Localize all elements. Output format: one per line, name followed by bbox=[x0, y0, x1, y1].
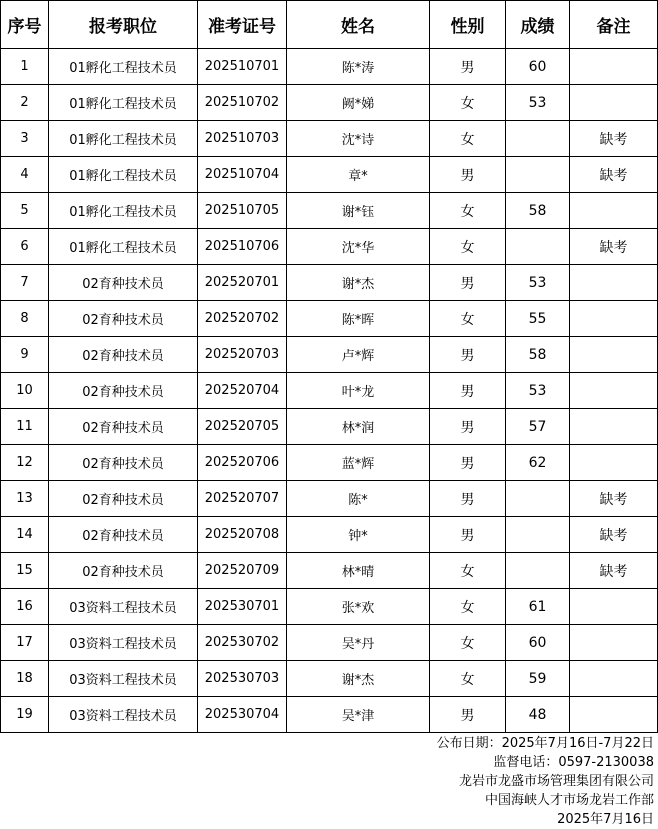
cell-gender: 女 bbox=[430, 625, 506, 661]
table-row bbox=[1, 625, 658, 661]
cell-position: 02育种技术员 bbox=[49, 265, 198, 301]
cell-position: 02育种技术员 bbox=[49, 553, 198, 589]
cell-exam-id: 202530704 bbox=[198, 697, 287, 733]
cell-remark: 缺考 bbox=[570, 157, 658, 193]
cell-no: 4 bbox=[1, 157, 49, 193]
cell-exam-id: 202510704 bbox=[198, 157, 287, 193]
header-exam-id: 准考证号 bbox=[198, 1, 287, 49]
header-score: 成绩 bbox=[506, 1, 570, 49]
cell-no: 11 bbox=[1, 409, 49, 445]
table-row bbox=[1, 265, 658, 301]
cell-position: 02育种技术员 bbox=[49, 517, 198, 553]
cell-name: 卢*辉 bbox=[287, 337, 430, 373]
cell-remark: 缺考 bbox=[570, 121, 658, 157]
cell-exam-id: 202520709 bbox=[198, 553, 287, 589]
cell-remark bbox=[570, 697, 658, 733]
cell-remark bbox=[570, 193, 658, 229]
table-body bbox=[1, 49, 658, 733]
cell-name: 沈*诗 bbox=[287, 121, 430, 157]
cell-remark bbox=[570, 337, 658, 373]
cell-exam-id: 202530703 bbox=[198, 661, 287, 697]
cell-name: 吴*津 bbox=[287, 697, 430, 733]
cell-gender: 女 bbox=[430, 661, 506, 697]
cell-position: 01孵化工程技术员 bbox=[49, 85, 198, 121]
cell-score: 61 bbox=[506, 589, 570, 625]
cell-position: 02育种技术员 bbox=[49, 301, 198, 337]
cell-remark bbox=[570, 301, 658, 337]
cell-score: 53 bbox=[506, 373, 570, 409]
table-row bbox=[1, 517, 658, 553]
cell-name: 张*欢 bbox=[287, 589, 430, 625]
cell-exam-id: 202510702 bbox=[198, 85, 287, 121]
cell-no: 16 bbox=[1, 589, 49, 625]
cell-name: 沈*华 bbox=[287, 229, 430, 265]
cell-position: 01孵化工程技术员 bbox=[49, 193, 198, 229]
cell-position: 01孵化工程技术员 bbox=[49, 229, 198, 265]
cell-exam-id: 202510705 bbox=[198, 193, 287, 229]
cell-no: 19 bbox=[1, 697, 49, 733]
cell-gender: 男 bbox=[430, 337, 506, 373]
cell-exam-id: 202520708 bbox=[198, 517, 287, 553]
cell-exam-id: 202520706 bbox=[198, 445, 287, 481]
cell-remark: 缺考 bbox=[570, 481, 658, 517]
cell-name: 阙*娣 bbox=[287, 85, 430, 121]
cell-exam-id: 202520702 bbox=[198, 301, 287, 337]
cell-name: 谢*杰 bbox=[287, 265, 430, 301]
cell-position: 02育种技术员 bbox=[49, 337, 198, 373]
cell-no: 8 bbox=[1, 301, 49, 337]
table-row bbox=[1, 373, 658, 409]
cell-no: 10 bbox=[1, 373, 49, 409]
cell-position: 03资料工程技术员 bbox=[49, 661, 198, 697]
supervision-phone: 监督电话：0597-2130038 bbox=[493, 755, 654, 770]
cell-no: 13 bbox=[1, 481, 49, 517]
cell-no: 17 bbox=[1, 625, 49, 661]
table-row bbox=[1, 157, 658, 193]
cell-score: 59 bbox=[506, 661, 570, 697]
cell-score bbox=[506, 229, 570, 265]
header-remark: 备注 bbox=[570, 1, 658, 49]
cell-position: 02育种技术员 bbox=[49, 481, 198, 517]
cell-remark bbox=[570, 661, 658, 697]
cell-no: 6 bbox=[1, 229, 49, 265]
cell-score bbox=[506, 553, 570, 589]
cell-score: 58 bbox=[506, 193, 570, 229]
cell-gender: 女 bbox=[430, 229, 506, 265]
header-position: 报考职位 bbox=[49, 1, 198, 49]
cell-name: 吴*丹 bbox=[287, 625, 430, 661]
cell-name: 陈*涛 bbox=[287, 49, 430, 85]
header-row bbox=[1, 1, 658, 49]
cell-score bbox=[506, 517, 570, 553]
publish-period: 公布日期：2025年7月16日-7月22日 bbox=[436, 736, 654, 751]
cell-exam-id: 202510701 bbox=[198, 49, 287, 85]
footer-date: 2025年7月16日 bbox=[557, 812, 654, 827]
cell-no: 5 bbox=[1, 193, 49, 229]
cell-gender: 女 bbox=[430, 85, 506, 121]
table-row bbox=[1, 85, 658, 121]
cell-position: 03资料工程技术员 bbox=[49, 625, 198, 661]
cell-gender: 女 bbox=[430, 553, 506, 589]
cell-no: 9 bbox=[1, 337, 49, 373]
table-row bbox=[1, 229, 658, 265]
cell-score bbox=[506, 121, 570, 157]
cell-position: 01孵化工程技术员 bbox=[49, 49, 198, 85]
cell-position: 01孵化工程技术员 bbox=[49, 157, 198, 193]
cell-gender: 男 bbox=[430, 157, 506, 193]
cell-name: 蓝*辉 bbox=[287, 445, 430, 481]
cell-position: 02育种技术员 bbox=[49, 373, 198, 409]
cell-remark: 缺考 bbox=[570, 229, 658, 265]
cell-no: 1 bbox=[1, 49, 49, 85]
cell-score: 58 bbox=[506, 337, 570, 373]
cell-remark: 缺考 bbox=[570, 517, 658, 553]
cell-gender: 女 bbox=[430, 301, 506, 337]
cell-position: 02育种技术员 bbox=[49, 409, 198, 445]
cell-position: 03资料工程技术员 bbox=[49, 589, 198, 625]
cell-name: 叶*龙 bbox=[287, 373, 430, 409]
cell-gender: 男 bbox=[430, 445, 506, 481]
table-row bbox=[1, 301, 658, 337]
cell-no: 2 bbox=[1, 85, 49, 121]
cell-name: 谢*钰 bbox=[287, 193, 430, 229]
table-row bbox=[1, 697, 658, 733]
header-name: 姓名 bbox=[287, 1, 430, 49]
table-row bbox=[1, 337, 658, 373]
cell-gender: 男 bbox=[430, 409, 506, 445]
table-row bbox=[1, 661, 658, 697]
table-row bbox=[1, 193, 658, 229]
cell-position: 03资料工程技术员 bbox=[49, 697, 198, 733]
cell-name: 谢*杰 bbox=[287, 661, 430, 697]
cell-remark: 缺考 bbox=[570, 553, 658, 589]
cell-exam-id: 202520701 bbox=[198, 265, 287, 301]
cell-score: 57 bbox=[506, 409, 570, 445]
cell-score: 62 bbox=[506, 445, 570, 481]
cell-position: 02育种技术员 bbox=[49, 445, 198, 481]
cell-name: 陈* bbox=[287, 481, 430, 517]
cell-gender: 女 bbox=[430, 589, 506, 625]
header-gender: 性别 bbox=[430, 1, 506, 49]
cell-remark bbox=[570, 49, 658, 85]
cell-name: 陈*晖 bbox=[287, 301, 430, 337]
cell-name: 章* bbox=[287, 157, 430, 193]
cell-score bbox=[506, 481, 570, 517]
cell-score: 60 bbox=[506, 625, 570, 661]
table-row bbox=[1, 589, 658, 625]
cell-gender: 男 bbox=[430, 517, 506, 553]
cell-exam-id: 202520704 bbox=[198, 373, 287, 409]
cell-exam-id: 202530701 bbox=[198, 589, 287, 625]
cell-gender: 女 bbox=[430, 121, 506, 157]
organization-secondary: 中国海峡人才市场龙岩工作部 bbox=[484, 793, 654, 808]
table-row bbox=[1, 409, 658, 445]
cell-remark bbox=[570, 265, 658, 301]
cell-no: 18 bbox=[1, 661, 49, 697]
cell-gender: 男 bbox=[430, 265, 506, 301]
cell-no: 7 bbox=[1, 265, 49, 301]
cell-remark bbox=[570, 373, 658, 409]
cell-score: 55 bbox=[506, 301, 570, 337]
cell-remark bbox=[570, 85, 658, 121]
footer-notice bbox=[437, 734, 654, 829]
cell-remark bbox=[570, 625, 658, 661]
header-no: 序号 bbox=[1, 1, 49, 49]
table-row bbox=[1, 445, 658, 481]
cell-no: 15 bbox=[1, 553, 49, 589]
cell-score: 48 bbox=[506, 697, 570, 733]
cell-score: 60 bbox=[506, 49, 570, 85]
cell-exam-id: 202510703 bbox=[198, 121, 287, 157]
table-row bbox=[1, 121, 658, 157]
cell-exam-id: 202520703 bbox=[198, 337, 287, 373]
cell-name: 钟* bbox=[287, 517, 430, 553]
cell-position: 01孵化工程技术员 bbox=[49, 121, 198, 157]
cell-gender: 男 bbox=[430, 481, 506, 517]
cell-exam-id: 202510706 bbox=[198, 229, 287, 265]
cell-remark bbox=[570, 445, 658, 481]
table-row bbox=[1, 481, 658, 517]
cell-gender: 男 bbox=[430, 373, 506, 409]
cell-gender: 男 bbox=[430, 49, 506, 85]
cell-score: 53 bbox=[506, 85, 570, 121]
cell-name: 林*晴 bbox=[287, 553, 430, 589]
cell-gender: 女 bbox=[430, 193, 506, 229]
cell-exam-id: 202520705 bbox=[198, 409, 287, 445]
cell-exam-id: 202530702 bbox=[198, 625, 287, 661]
table-row bbox=[1, 553, 658, 589]
cell-remark bbox=[570, 409, 658, 445]
organization-primary: 龙岩市龙盛市场管理集团有限公司 bbox=[458, 774, 654, 789]
cell-name: 林*润 bbox=[287, 409, 430, 445]
cell-score bbox=[506, 157, 570, 193]
cell-remark bbox=[570, 589, 658, 625]
cell-no: 14 bbox=[1, 517, 49, 553]
cell-gender: 男 bbox=[430, 697, 506, 733]
cell-exam-id: 202520707 bbox=[198, 481, 287, 517]
cell-no: 12 bbox=[1, 445, 49, 481]
cell-score: 53 bbox=[506, 265, 570, 301]
cell-no: 3 bbox=[1, 121, 49, 157]
table-row bbox=[1, 49, 658, 85]
